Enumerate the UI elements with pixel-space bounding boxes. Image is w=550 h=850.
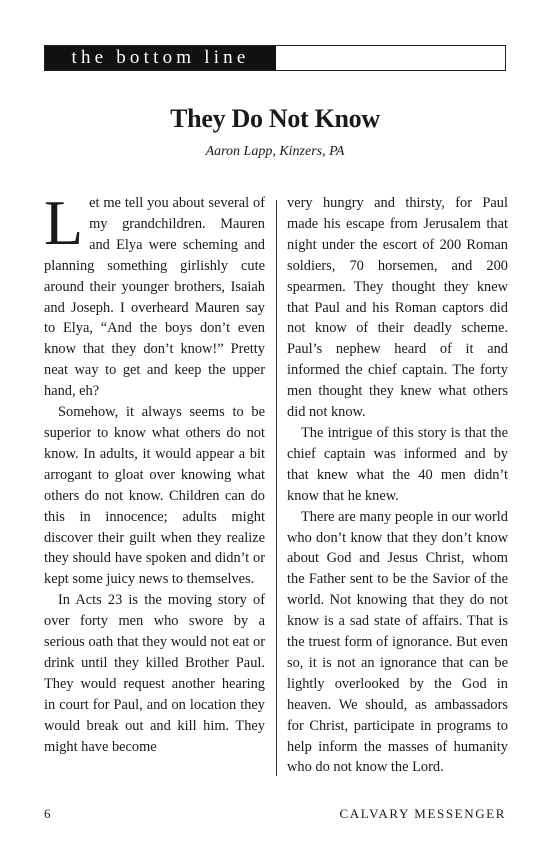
- section-header-rule: [276, 46, 505, 70]
- page-number: 6: [44, 806, 51, 821]
- paragraph-4: The intrigue of this story is that the chief captain was informed and by that knew what the 40 men didn’t know that he knew.: [287, 424, 508, 504]
- publication-name: CALVARY MESSENGER: [339, 806, 506, 821]
- paragraph-3: In Acts 23 is the moving story of over forty men who swore by a serious oath that they would not eat or drink until they killed Brother Paul. They would request another hearing in court for Paul, and on location they would break out and kill him. They might have become: [44, 592, 265, 755]
- right-column: [287, 193, 508, 778]
- paragraph-1-text: et me tell you about several of my grandchildren. Mauren and Elya were scheming and planning something girlishly cute around their younger brothers, Isaiah and Joseph. I overheard Mauren say to Elya, “And the boys don’t even know that they don’t know!” Pretty neat way to get and keep the upper hand, eh?: [44, 195, 265, 400]
- column-divider: [276, 200, 277, 776]
- section-header: [44, 45, 506, 71]
- paragraph-1: [44, 187, 265, 402]
- section-label: the bottom line: [45, 46, 276, 70]
- article-byline: Aaron Lapp, Kinzers, PA: [205, 144, 345, 159]
- paragraph-3-continued: very hungry and thirsty, for Paul made his escape from Jerusalem that night under the escort of 200 Roman soldiers, 70 horsemen, and 200 spearmen. They thought they knew that Paul and his Roman captors did not know of their deadly scheme. Paul’s nephew heard of it and informed the chief captain. The forty men thought they knew what others did not know.: [287, 195, 508, 421]
- left-column: [44, 187, 265, 757]
- paragraph-2: Somehow, it always seems to be superior to know what others do not know. In adults, it would appear a bit arrogant to gloat over knowing what others do not know. Children can do this in innocence; adults might discover their guilt when they realize they should have spoken and didn’t or kept some juicy news to themselves.: [44, 404, 265, 588]
- article-title: They Do Not Know: [170, 104, 380, 133]
- paragraph-5: There are many people in our world who don’t know that they don’t know about God and Jesus Christ, whom the Father sent to be the Savior of the world. Not knowing that they do not know is a sad state of affairs. That is the truest form of ignorance. But even so, it is not an ignorance that can be lightly overlooked by the God in heaven. We should, as ambassadors for Christ, participate in programs to help inform the masses of humanity who do not know the Lord.: [287, 508, 508, 776]
- drop-cap: L: [44, 187, 84, 258]
